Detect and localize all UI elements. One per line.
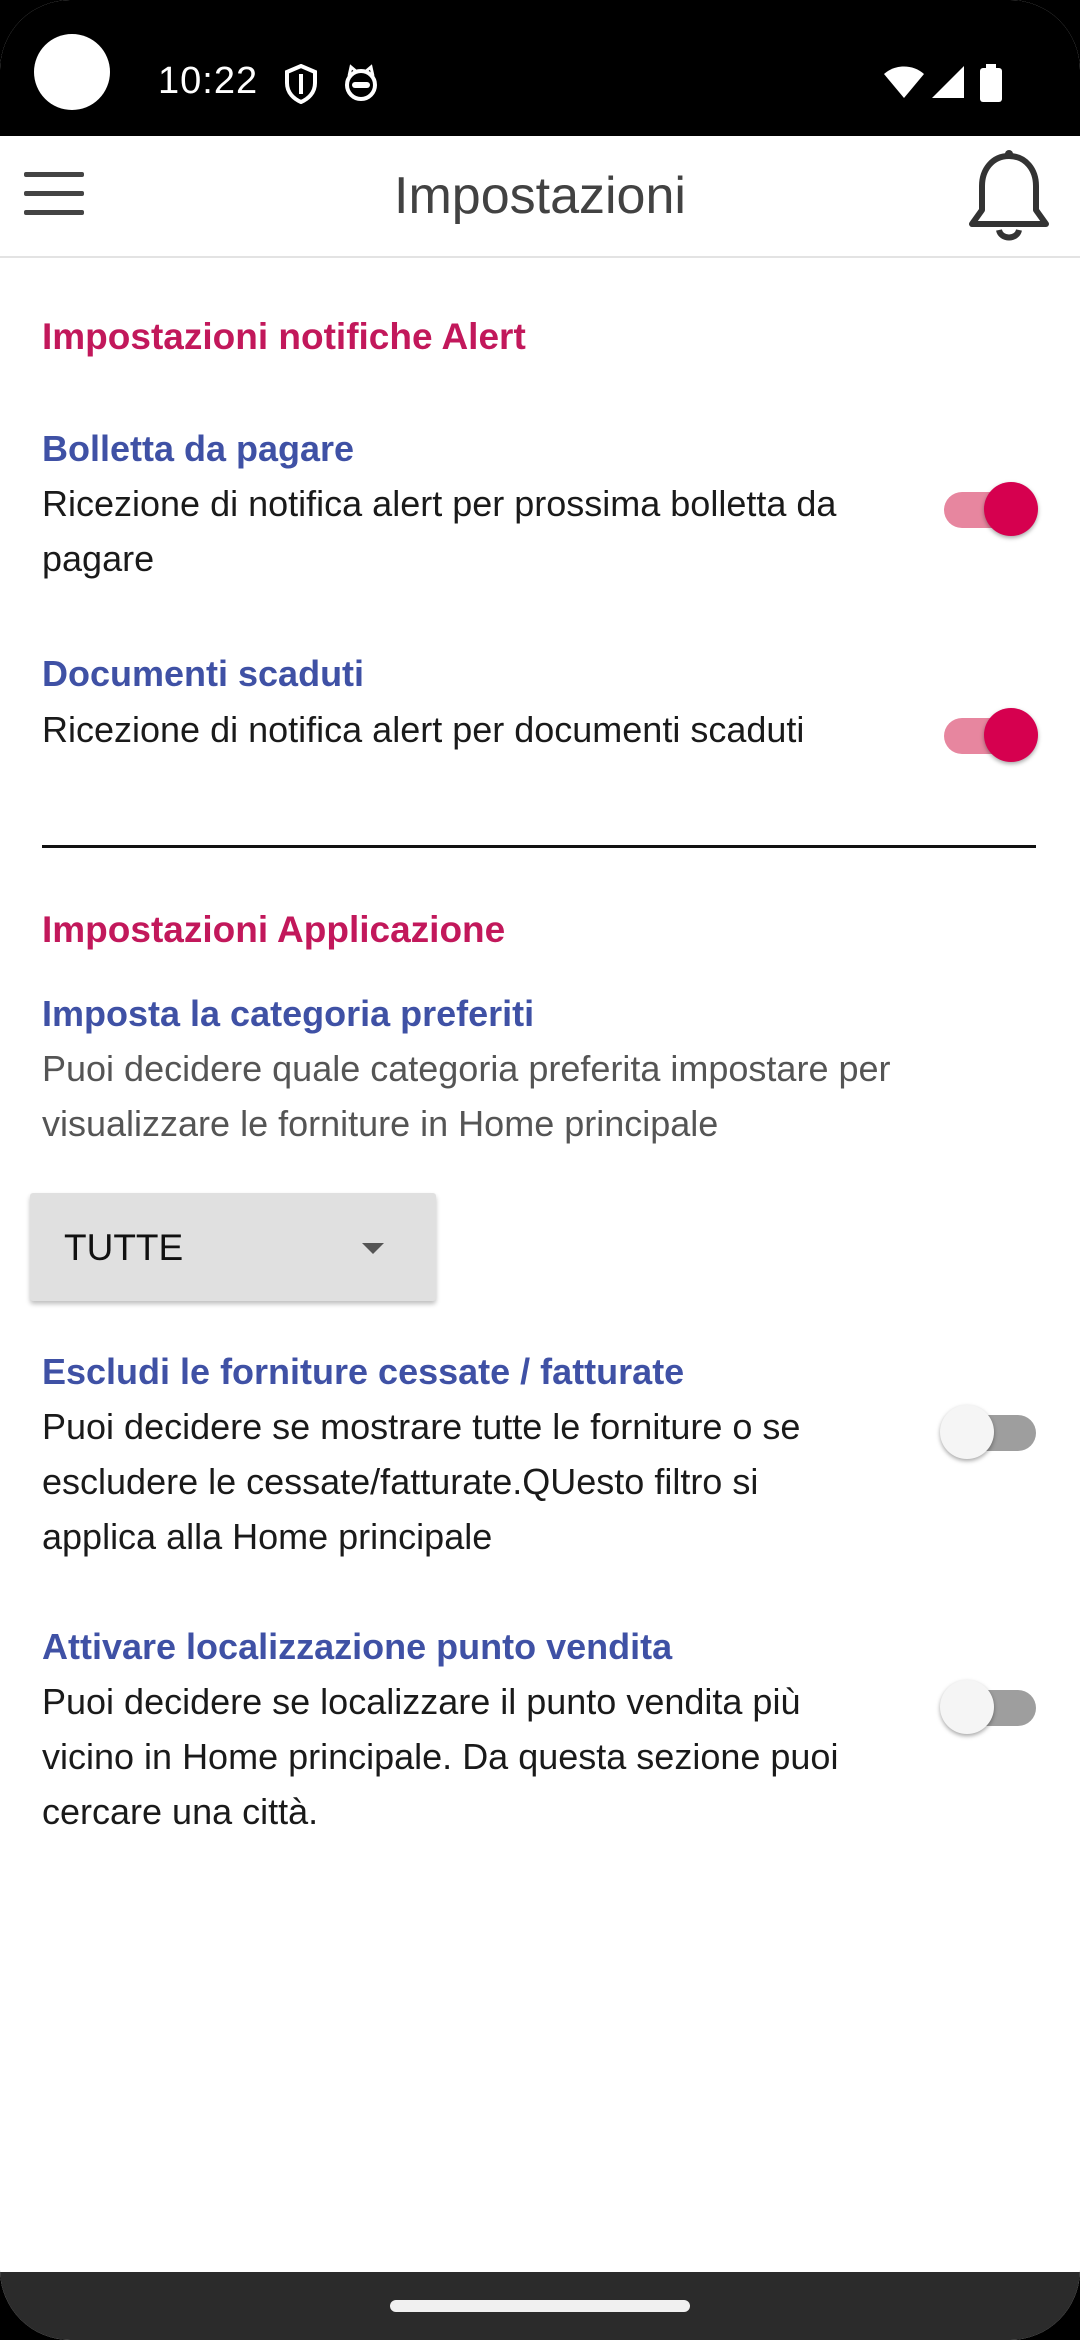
app-bar — [0, 136, 1080, 258]
exclude-supplies-description — [42, 1399, 922, 1564]
favorites-category-select[interactable] — [30, 1193, 436, 1301]
section-divider — [42, 845, 1036, 848]
app-section-title: Impostazioni Applicazione — [42, 909, 506, 950]
signal-icon — [930, 64, 966, 100]
location-desc-line2: vicino in Home principale. Da questa sezione puoi — [42, 1736, 839, 1777]
bill-due-description — [42, 476, 922, 586]
bell-icon[interactable] — [964, 148, 1054, 248]
chevron-down-icon — [362, 1243, 384, 1254]
shield-icon — [284, 64, 318, 104]
page-title: Impostazioni — [394, 167, 686, 225]
exclude-desc-line1: Puoi decidere se mostrare tutte le forniture o se — [42, 1406, 801, 1447]
cat-face-icon — [342, 64, 380, 102]
store-location-toggle[interactable] — [940, 1674, 1040, 1734]
status-bar — [0, 0, 1080, 136]
favorites-description — [42, 1041, 922, 1151]
exclude-desc-line2: escludere le cessate/fatturate.QUesto filtro si — [42, 1461, 759, 1502]
expired-docs-description: Ricezione di notifica alert per documenti scaduti — [42, 709, 805, 750]
bill-due-title: Bolletta da pagare — [42, 428, 355, 469]
home-gesture-handle[interactable] — [390, 2300, 690, 2312]
exclude-supplies-toggle[interactable] — [940, 1399, 1040, 1459]
store-location-description — [42, 1674, 922, 1839]
favorites-title: Imposta la categoria preferiti — [42, 993, 535, 1034]
favorites-selected-value: TUTTE — [64, 1227, 184, 1268]
bill-due-toggle[interactable] — [940, 476, 1040, 536]
location-desc-line3: cercare una città. — [42, 1791, 319, 1832]
exclude-supplies-title: Escludi le forniture cessate / fatturate — [42, 1351, 685, 1392]
camera-cutout — [34, 34, 110, 110]
expired-docs-title: Documenti scaduti — [42, 653, 365, 694]
wifi-icon — [882, 64, 926, 100]
bill-due-desc-line1: Ricezione di notifica alert per prossima bolletta da — [42, 483, 837, 524]
battery-icon — [980, 64, 1002, 102]
alert-section-title: Impostazioni notifiche Alert — [42, 316, 526, 357]
bill-due-desc-line2: pagare — [42, 538, 155, 579]
favorites-desc-line1: Puoi decidere quale categoria preferita impostare per — [42, 1048, 891, 1089]
location-desc-line1: Puoi decidere se localizzare il punto vendita più — [42, 1681, 801, 1722]
status-time: 10:22 — [158, 60, 259, 102]
exclude-desc-line3: applica alla Home principale — [42, 1516, 493, 1557]
store-location-title: Attivare localizzazione punto vendita — [42, 1626, 673, 1667]
favorites-desc-line2: visualizzare le forniture in Home principale — [42, 1103, 719, 1144]
expired-docs-toggle[interactable] — [940, 702, 1040, 762]
